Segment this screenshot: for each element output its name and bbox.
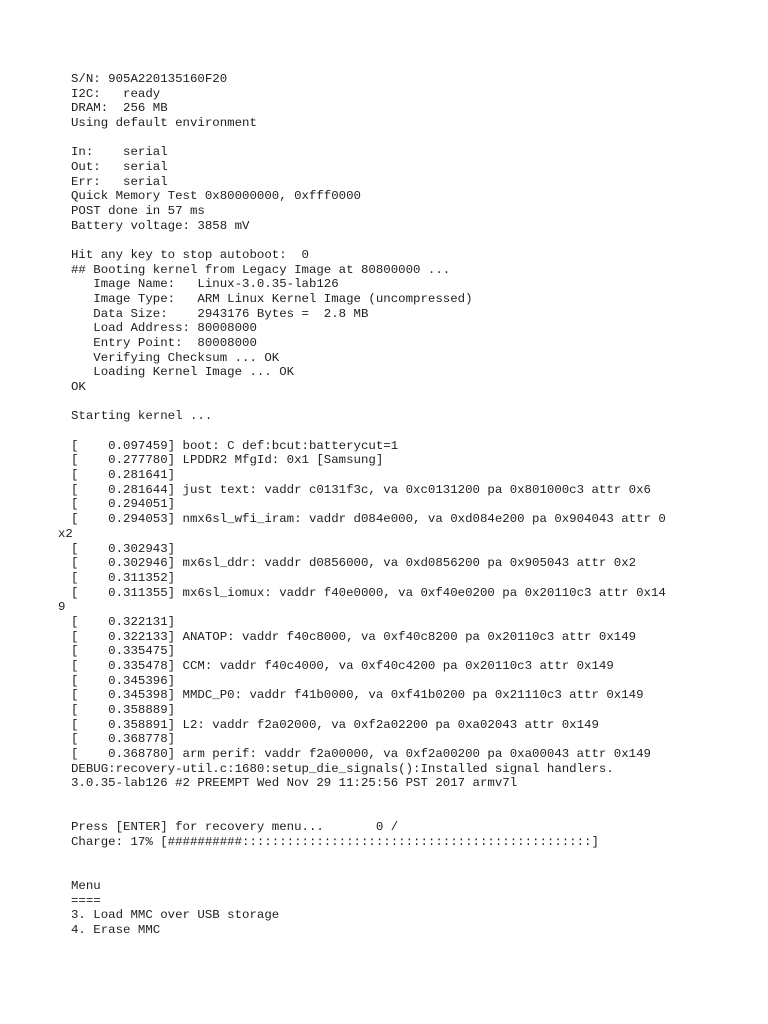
console-line: [ 0.294051] bbox=[71, 497, 176, 512]
console-line: [ 0.097459] boot: C def:bcut:batterycut=1 bbox=[71, 438, 399, 453]
console-line: Load Address: 80008000 bbox=[71, 321, 257, 336]
console-line: [ 0.302943] bbox=[71, 541, 176, 556]
console-line: POST done in 57 ms bbox=[71, 204, 205, 219]
console-line bbox=[71, 791, 761, 806]
console-line: Quick Memory Test 0x80000000, 0xfff0000 bbox=[71, 189, 361, 204]
console-line: 9 bbox=[58, 600, 66, 615]
console-line: Using default environment bbox=[71, 116, 257, 131]
console-line: Starting kernel ... bbox=[71, 409, 213, 424]
console-line: Err: serial bbox=[71, 174, 168, 189]
console-line: [ 0.368780] arm perif: vaddr f2a00000, va 0xf2a00200 pa 0xa00043 attr 0x149 bbox=[71, 746, 651, 761]
console-line: 3. Load MMC over USB storage bbox=[71, 908, 280, 923]
console-line: [ 0.335475] bbox=[71, 644, 176, 659]
console-line: Battery voltage: 3858 mV bbox=[71, 218, 250, 233]
console-line bbox=[71, 424, 761, 439]
console-line: Data Size: 2943176 Bytes = 2.8 MB bbox=[71, 306, 369, 321]
console-line: DEBUG:recovery-util.c:1680:setup_die_signals():Installed signal handlers. bbox=[71, 761, 614, 776]
console-line: Image Type: ARM Linux Kernel Image (uncompressed) bbox=[71, 292, 473, 307]
console-line: [ 0.302946] mx6sl_ddr: vaddr d0856000, va 0xd0856200 pa 0x905043 attr 0x2 bbox=[71, 556, 637, 571]
console-line: [ 0.311352] bbox=[71, 570, 176, 585]
console-line: I2C: ready bbox=[71, 86, 161, 101]
console-line: S/N: 905A220135160F20 bbox=[71, 72, 228, 86]
console-line: [ 0.281641] bbox=[71, 468, 176, 483]
console-line: [ 0.322133] ANATOP: vaddr f40c8000, va 0xf40c8200 pa 0x20110c3 attr 0x149 bbox=[71, 629, 637, 644]
console-line: [ 0.345398] MMDC_P0: vaddr f41b0000, va 0xf41b0200 pa 0x21110c3 attr 0x149 bbox=[71, 688, 644, 703]
console-line: Verifying Checksum ... OK bbox=[71, 350, 280, 365]
console-line: [ 0.358891] L2: vaddr f2a02000, va 0xf2a02200 pa 0xa02043 attr 0x149 bbox=[71, 717, 599, 732]
console-line: Press [ENTER] for recovery menu... 0 / bbox=[71, 820, 399, 835]
console-line: [ 0.277780] LPDDR2 MfgId: 0x1 [Samsung] bbox=[71, 453, 384, 468]
console-line: ## Booting kernel from Legacy Image at 80800000 ... bbox=[71, 262, 451, 277]
console-line bbox=[71, 864, 761, 879]
console-line: DRAM: 256 MB bbox=[71, 101, 168, 116]
console-line: [ 0.294053] nmx6sl_wfi_iram: vaddr d084e000, va 0xd084e200 pa 0x904043 attr 0 bbox=[71, 512, 666, 527]
console-line bbox=[71, 850, 761, 865]
console-line: [ 0.322131] bbox=[71, 614, 176, 629]
console-line: [ 0.281644] just text: vaddr c0131f3c, va 0xc0131200 pa 0x801000c3 attr 0x6 bbox=[71, 482, 651, 497]
console-line: [ 0.358889] bbox=[71, 702, 176, 717]
console-line: In: serial bbox=[71, 145, 168, 160]
console-line: OK bbox=[71, 380, 86, 395]
console-line bbox=[71, 233, 761, 248]
console-line: 4. Erase MMC bbox=[71, 922, 161, 937]
console-line: [ 0.335478] CCM: vaddr f40c4000, va 0xf40c4200 pa 0x20110c3 attr 0x149 bbox=[71, 658, 614, 673]
console-line: [ 0.311355] mx6sl_iomux: vaddr f40e0000, va 0xf40e0200 pa 0x20110c3 attr 0x14 bbox=[71, 585, 666, 600]
console-line bbox=[71, 131, 761, 146]
console-line bbox=[71, 395, 761, 410]
terminal-console bbox=[58, 72, 761, 938]
console-line: Image Name: Linux-3.0.35-lab126 bbox=[71, 277, 339, 292]
console-line bbox=[71, 806, 761, 821]
console-line: [ 0.345396] bbox=[71, 673, 176, 688]
console-line: Loading Kernel Image ... OK bbox=[71, 365, 295, 380]
console-line: Hit any key to stop autoboot: 0 bbox=[71, 248, 309, 263]
console-line: Out: serial bbox=[71, 160, 168, 175]
console-line: Entry Point: 80008000 bbox=[71, 336, 257, 351]
console-line: Menu bbox=[71, 878, 101, 893]
console-line: x2 bbox=[58, 526, 73, 541]
console-line: [ 0.368778] bbox=[71, 732, 176, 747]
console-line: Charge: 17% [##########:::::::::::::::::::::::::::::::::::::::::::::::] bbox=[71, 834, 599, 849]
console-line: ==== bbox=[71, 893, 101, 908]
console-line: 3.0.35-lab126 #2 PREEMPT Wed Nov 29 11:25:56 PST 2017 armv7l bbox=[71, 776, 518, 791]
